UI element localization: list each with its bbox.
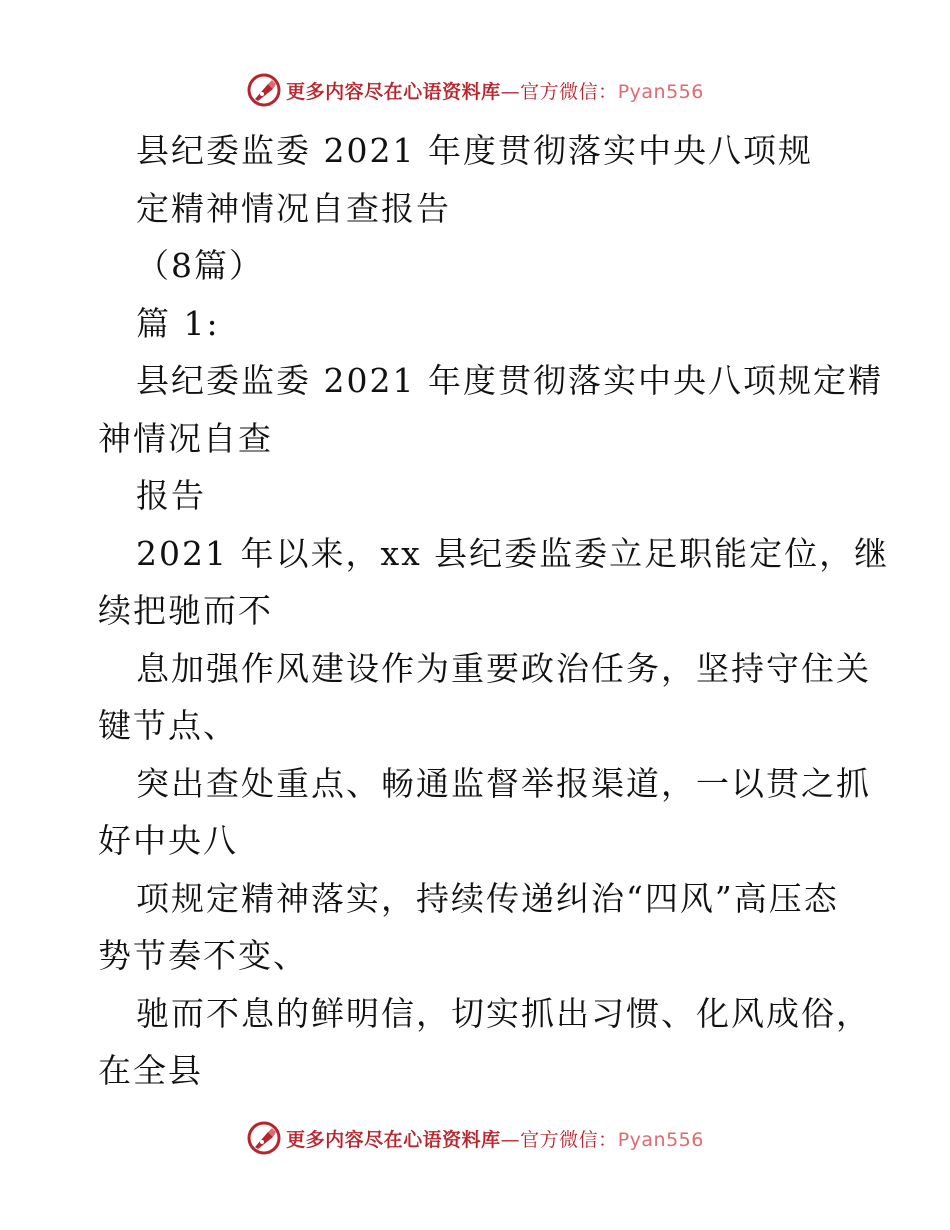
footer-brand: 更多内容尽在心语资料库 bbox=[286, 1128, 501, 1151]
title-line-1: 县纪委监委 2021 年度贯彻落实中央八项规 bbox=[136, 131, 813, 170]
paragraph-line: 键节点、 bbox=[98, 706, 238, 745]
pen-nib-logo-icon bbox=[246, 1120, 282, 1156]
title-line-2: 定精神情况自查报告 bbox=[136, 188, 451, 228]
header-wechat: Pyan556 bbox=[617, 80, 704, 103]
footer-watermark bbox=[0, 1118, 950, 1158]
header-watermark-text bbox=[286, 77, 704, 104]
pen-nib-logo-icon bbox=[246, 72, 282, 108]
paragraph-line: 2021 年以来，xx 县纪委监委立足职能定位，继 bbox=[136, 533, 890, 573]
header-dash: — bbox=[500, 80, 521, 103]
paragraph-line: 息加强作风建设作为重要政治任务，坚持守住关 bbox=[136, 648, 871, 688]
chapter-count: （8篇） bbox=[136, 246, 264, 285]
paragraph-line: 驰而不息的鲜明信，切实抓出习惯、化风成俗， bbox=[136, 993, 871, 1033]
header-watermark bbox=[0, 70, 950, 110]
footer-wechat: Pyan556 bbox=[617, 1128, 704, 1151]
header-official: 官方微信： bbox=[520, 80, 618, 103]
paragraph-line: 县纪委监委 2021 年度贯彻落实中央八项规定精 bbox=[136, 361, 883, 400]
paragraph-line: 报告 bbox=[136, 476, 206, 515]
paragraph-line: 在全县 bbox=[98, 1051, 203, 1090]
paragraph-line: 项规定精神落实，持续传递纠治“四风”高压态 bbox=[136, 878, 839, 918]
footer-official: 官方微信： bbox=[520, 1128, 618, 1151]
paragraph-line: 突出查处重点、畅通监督举报渠道，一以贯之抓 bbox=[136, 763, 871, 803]
chapter-heading: 篇 1: bbox=[136, 303, 220, 343]
paragraph-line: 续把驰而不 bbox=[98, 591, 273, 630]
header-brand: 更多内容尽在心语资料库 bbox=[286, 80, 501, 103]
document-body bbox=[98, 122, 890, 1100]
footer-dash: — bbox=[500, 1128, 521, 1151]
footer-watermark-text bbox=[286, 1125, 704, 1152]
paragraph-line: 好中央八 bbox=[98, 821, 238, 860]
paragraph-line: 神情况自查 bbox=[98, 418, 273, 458]
paragraph-line: 势节奏不变、 bbox=[98, 936, 308, 975]
